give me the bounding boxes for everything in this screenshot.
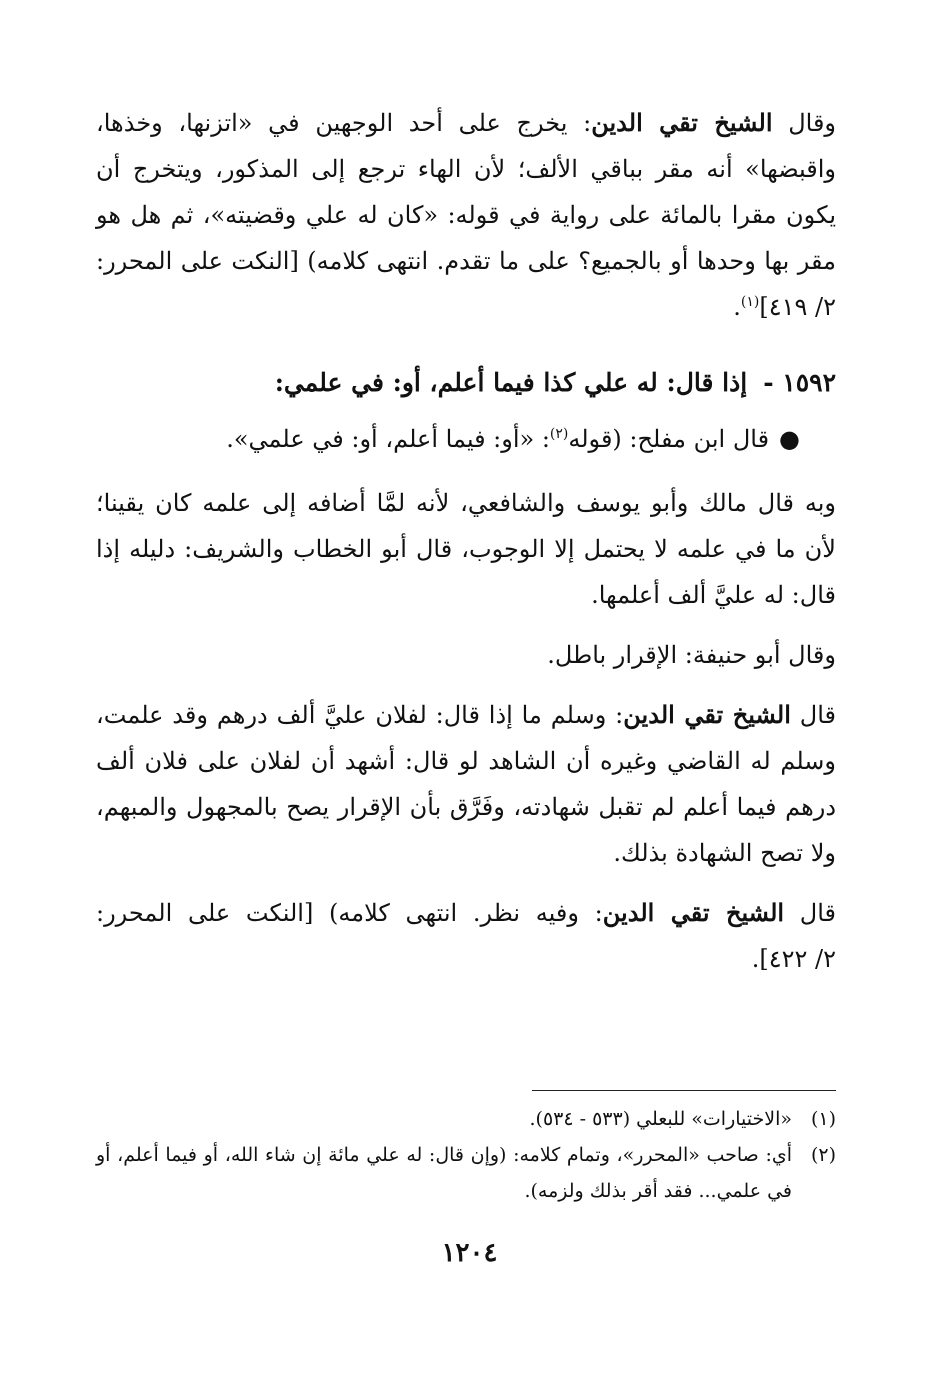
- paragraph-3: وقال أبو حنيفة: الإقرار باطل.: [547, 641, 836, 669]
- paragraph-5-text: : وفيه نظر. انتهى كلامه) [النكت على المحرر:: [96, 899, 603, 927]
- paragraph-5-speaker: الشيخ تقي الدين: [602, 898, 785, 927]
- paragraph-4-lead: قال: [799, 701, 836, 729]
- paragraph-5: [96, 890, 836, 982]
- paragraph-1-text: : يخرج على أحد الوجهين في «اتزنها، وخذها، واقبضها» أنه مقر بباقي الألف؛ لأن الهاء ترجع إلى المذكور، ويتخرج أن يكون مقرا بالمائة على رواية في قوله: «كان له علي وقضيته»، ثم هل هو مقر بها وحدها أو بالجميع؟ على ما تقدم. انتهى كلامه) [النكت على المحرر:: [96, 109, 836, 275]
- footnote-mark-2[interactable]: (٢): [549, 426, 569, 442]
- paragraph-4: [96, 692, 836, 876]
- paragraph-5-ref: ٢/ ٤٢٢].: [751, 945, 836, 973]
- paragraph-5-lead: قال: [799, 899, 837, 927]
- paragraph-4-text: : وسلم ما إذا قال: لفلان عليَّ ألف درهم وقد علمت، وسلم له القاضي وغيره أن الشاهد لو قال: أشهد أن لفلان على فلان ألف درهم فيما أعلم لم تقبل شهادته، وفَرَّق بأن الإقرار يصح بالمجهول والمبهم، ولا تصح الشهادة بذلك.: [96, 701, 836, 867]
- footnotes-section: [96, 1090, 836, 1209]
- footnote-1-number: (١): [810, 1108, 836, 1130]
- paragraph-4-speaker: الشيخ تقي الدين: [623, 700, 791, 729]
- issue-number: ١٥٩٢ -: [763, 368, 836, 397]
- footnote-mark-1[interactable]: (١): [740, 294, 760, 310]
- footnote-1-text: «الاختيارات» للبعلي (٥٣٣ - ٥٣٤).: [529, 1108, 792, 1130]
- bullet-dot-icon: ●: [779, 425, 800, 453]
- page-body: [96, 100, 836, 982]
- footnote-1: [96, 1101, 836, 1137]
- paragraph-1-lead: وقال: [788, 109, 837, 137]
- footnote-2-number: (٢): [810, 1144, 836, 1166]
- footnote-2-text: أي: صاحب «المحرر»، وتمام كلامه: (وإن قال: له علي مائة إن شاء الله، أو فيما أعلم، أو في علمي... فقد أقر بذلك ولزمه).: [96, 1144, 792, 1202]
- footnote-2: [96, 1137, 836, 1209]
- issue-heading: [96, 360, 836, 406]
- paragraph-1-ref: ٢/ ٤١٩]: [759, 293, 836, 321]
- paragraph-1-end: .: [733, 293, 741, 321]
- bullet-quote: [96, 416, 836, 462]
- paragraph-1-reference: [733, 293, 836, 321]
- paragraph-1-speaker: الشيخ تقي الدين: [591, 108, 773, 137]
- bullet-text: قال ابن مفلح: (قوله: [568, 425, 770, 453]
- footnote-divider: [532, 1090, 836, 1091]
- bullet-quote-text: : «أو: فيما أعلم، أو: في علمي».: [226, 425, 550, 453]
- issue-title: إذا قال: له علي كذا فيما أعلم، أو: في علمي:: [274, 368, 748, 397]
- paragraph-1: [96, 100, 836, 330]
- paragraph-2: وبه قال مالك وأبو يوسف والشافعي، لأنه لمَّا أضافه إلى علمه كان يقينا؛ لأن ما في علمه لا يحتمل إلا الوجوب، قال أبو الخطاب والشريف: دليله إذا قال: له عليَّ ألف أعلمها.: [96, 489, 836, 609]
- page-number: ١٢٠٤: [441, 1238, 498, 1268]
